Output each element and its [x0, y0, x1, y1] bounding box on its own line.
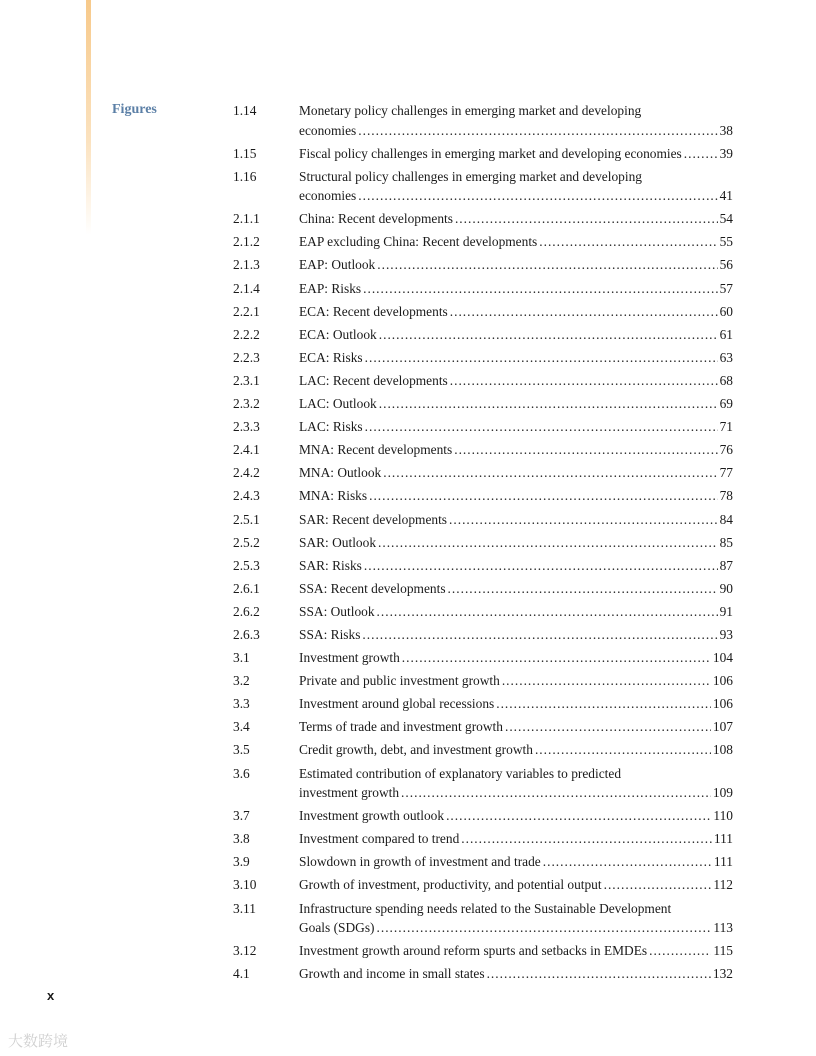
- figure-title: ECA: Recent developments: [299, 303, 448, 319]
- toc-entry: [233, 167, 733, 206]
- page-reference: 71: [719, 419, 733, 435]
- dot-leader: [450, 371, 718, 391]
- figure-number: 2.4.1: [233, 442, 260, 458]
- figure-number: 2.3.2: [233, 396, 260, 412]
- page-reference: 106: [712, 696, 733, 712]
- figure-title-first-line: Infrastructure spending needs related to the Sustainable Development: [299, 900, 672, 916]
- page-reference: 54: [719, 211, 733, 227]
- toc-entry: [233, 417, 733, 437]
- figure-title-first-line: Structural policy challenges in emerging market and developing: [299, 168, 642, 184]
- dot-leader: [378, 533, 718, 553]
- toc-entry: [233, 875, 733, 895]
- toc-entry: [233, 510, 733, 530]
- dot-leader: [535, 740, 711, 760]
- page-reference: 110: [713, 808, 733, 824]
- figure-title: LAC: Outlook: [299, 396, 377, 412]
- page-reference: 113: [713, 920, 733, 935]
- figure-title: EAP: Risks: [299, 280, 362, 296]
- dot-leader: [502, 671, 711, 691]
- figure-number: 2.1.1: [233, 211, 260, 227]
- dot-leader: [455, 209, 718, 229]
- figure-title: China: Recent developments: [299, 211, 453, 227]
- page-reference: 112: [713, 877, 733, 893]
- toc-entry: [233, 694, 733, 714]
- page-reference: 77: [719, 465, 733, 481]
- figure-number: 2.3.3: [233, 419, 260, 435]
- figure-number: 3.5: [233, 742, 250, 758]
- dot-leader: [401, 783, 711, 803]
- dot-leader: [448, 579, 718, 599]
- dot-leader: [358, 121, 717, 141]
- dot-leader: [379, 394, 718, 414]
- figure-title: Goals (SDGs): [299, 920, 375, 935]
- toc-entry: [233, 852, 733, 872]
- toc-entry: [233, 232, 733, 252]
- toc-entry: [233, 279, 733, 299]
- figure-number: 3.6: [233, 765, 250, 781]
- toc-entry: [233, 209, 733, 229]
- toc-entry: [233, 394, 733, 414]
- dot-leader: [487, 964, 711, 984]
- dot-leader: [377, 255, 717, 275]
- toc-entry: [233, 941, 733, 961]
- figure-number: 1.14: [233, 103, 257, 118]
- page-number: x: [47, 988, 55, 1003]
- dot-leader: [362, 625, 717, 645]
- page-reference: 63: [719, 349, 733, 365]
- figure-title: SAR: Risks: [299, 557, 362, 573]
- toc-entry: [233, 717, 733, 737]
- page-reference: 104: [712, 650, 733, 666]
- figure-title: economies: [299, 122, 357, 138]
- page-reference: 109: [712, 785, 733, 801]
- page-reference: 39: [719, 145, 733, 161]
- figure-number: 2.6.1: [233, 580, 260, 596]
- figure-title: SSA: Recent developments: [299, 580, 446, 596]
- figure-number: 2.2.3: [233, 349, 260, 365]
- figure-title: Investment compared to trend: [299, 831, 460, 847]
- dot-leader: [383, 463, 717, 483]
- toc-entry: [233, 101, 733, 140]
- toc-entry: [233, 556, 733, 576]
- toc-entry: [233, 829, 733, 849]
- figure-number: 2.2.1: [233, 303, 260, 319]
- dot-leader: [377, 602, 718, 622]
- toc-entry: [233, 255, 733, 275]
- dot-leader: [539, 232, 717, 252]
- dot-leader: [363, 279, 717, 299]
- figure-title: Private and public investment growth: [299, 673, 500, 689]
- page-reference: 85: [719, 534, 733, 550]
- dot-leader: [446, 806, 711, 826]
- figure-number: 3.12: [233, 943, 257, 959]
- figure-number: 2.3.1: [233, 372, 260, 388]
- dot-leader: [377, 918, 712, 938]
- figure-title-first-line: Estimated contribution of explanatory variables to predicted: [299, 765, 622, 781]
- figure-title: SSA: Risks: [299, 626, 361, 642]
- figure-number: 2.5.1: [233, 511, 260, 527]
- page-reference: 76: [719, 442, 733, 458]
- figure-number: 3.8: [233, 831, 250, 847]
- toc-entry: [233, 144, 733, 164]
- figure-number: 2.4.2: [233, 465, 260, 481]
- figure-title: Fiscal policy challenges in emerging market and developing economies: [299, 145, 682, 161]
- toc-entry: [233, 602, 733, 622]
- toc-entry: [233, 348, 733, 368]
- figure-number: 2.5.3: [233, 557, 260, 573]
- figure-title: EAP excluding China: Recent developments: [299, 234, 538, 250]
- figure-title: SAR: Recent developments: [299, 511, 448, 527]
- page-reference: 57: [719, 280, 733, 296]
- figure-number: 3.9: [233, 854, 250, 870]
- figure-number: 3.1: [233, 650, 250, 666]
- page-reference: 108: [712, 742, 733, 758]
- figure-title: Terms of trade and investment growth: [299, 719, 503, 735]
- dot-leader: [543, 852, 712, 872]
- figure-number: 2.2.2: [233, 326, 260, 342]
- page-reference: 111: [713, 831, 733, 847]
- figure-number: 2.4.3: [233, 488, 260, 504]
- figure-title: MNA: Risks: [299, 488, 368, 504]
- figure-title: LAC: Recent developments: [299, 372, 448, 388]
- figure-title: LAC: Risks: [299, 419, 363, 435]
- figure-number: 1.15: [233, 145, 257, 161]
- dot-leader: [365, 417, 718, 437]
- figure-number: 3.7: [233, 808, 250, 824]
- figure-number: 2.1.2: [233, 234, 260, 250]
- page-reference: 56: [719, 257, 733, 273]
- toc-entry: [233, 302, 733, 322]
- page-reference: 106: [712, 673, 733, 689]
- figure-title: SSA: Outlook: [299, 603, 375, 619]
- figures-list: [233, 101, 733, 987]
- dot-leader: [402, 648, 711, 668]
- toc-entry: [233, 325, 733, 345]
- toc-entry: [233, 371, 733, 391]
- page-reference: 111: [713, 854, 733, 870]
- figure-number: 2.6.3: [233, 626, 260, 642]
- figure-title: SAR: Outlook: [299, 534, 377, 550]
- dot-leader: [379, 325, 718, 345]
- figure-number: 2.6.2: [233, 603, 260, 619]
- toc-entry: [233, 806, 733, 826]
- dot-leader: [505, 717, 711, 737]
- dot-leader: [369, 486, 718, 506]
- toc-entry: [233, 964, 733, 984]
- page-reference: 91: [719, 603, 733, 619]
- figure-title: Investment growth: [299, 650, 400, 666]
- toc-entry: [233, 486, 733, 506]
- toc-entry: [233, 671, 733, 691]
- page-reference: 93: [719, 626, 733, 642]
- page-reference: 87: [719, 557, 733, 573]
- section-label: Figures: [112, 102, 157, 117]
- orange-margin-rule: [86, 0, 91, 235]
- page-reference: 41: [719, 188, 733, 204]
- figure-number: 3.3: [233, 696, 250, 712]
- figure-title: economies: [299, 188, 357, 204]
- figure-number: 3.10: [233, 877, 257, 893]
- toc-entry: [233, 579, 733, 599]
- toc-entry: [233, 899, 733, 938]
- figure-title: Slowdown in growth of investment and trade: [299, 854, 541, 870]
- figure-number: 3.4: [233, 719, 250, 735]
- page-reference: 38: [719, 122, 733, 138]
- toc-entry: [233, 740, 733, 760]
- figure-title: investment growth: [299, 785, 400, 801]
- figure-title: ECA: Outlook: [299, 326, 377, 342]
- figure-number: 3.11: [233, 900, 256, 916]
- figure-title-first-line: Monetary policy challenges in emerging market and developing: [299, 103, 642, 118]
- figure-title: Growth of investment, productivity, and potential output: [299, 877, 602, 893]
- figure-number: 4.1: [233, 966, 250, 982]
- dot-leader: [604, 875, 712, 895]
- page-reference: 132: [712, 966, 733, 982]
- figure-number: 1.16: [233, 168, 257, 184]
- page-reference: 68: [719, 372, 733, 388]
- figure-title: MNA: Recent developments: [299, 442, 453, 458]
- figure-number: 3.2: [233, 673, 250, 689]
- dot-leader: [450, 302, 718, 322]
- figure-number: 2.5.2: [233, 534, 260, 550]
- toc-entry: [233, 463, 733, 483]
- page-reference: 61: [719, 326, 733, 342]
- dot-leader: [358, 186, 717, 206]
- figure-title: ECA: Risks: [299, 349, 363, 365]
- page-reference: 78: [719, 488, 733, 504]
- figure-title: Investment around global recessions: [299, 696, 495, 712]
- page-reference: 69: [719, 396, 733, 412]
- toc-entry: [233, 625, 733, 645]
- dot-leader: [365, 348, 718, 368]
- page-reference: 115: [713, 943, 733, 959]
- page-reference: 60: [719, 303, 733, 319]
- figure-title: Credit growth, debt, and investment growth: [299, 742, 533, 758]
- dot-leader: [454, 440, 717, 460]
- dot-leader: [364, 556, 718, 576]
- figure-number: 2.1.3: [233, 257, 260, 273]
- figure-title: Investment growth around reform spurts and setbacks in EMDEs: [299, 943, 648, 959]
- dot-leader: [684, 144, 718, 164]
- dot-leader: [461, 829, 712, 849]
- toc-entry: [233, 764, 733, 803]
- page-reference: 90: [719, 580, 733, 596]
- figure-title: Growth and income in small states: [299, 966, 485, 982]
- page-reference: 107: [712, 719, 733, 735]
- page-reference: 84: [719, 511, 733, 527]
- dot-leader: [496, 694, 711, 714]
- figure-title: MNA: Outlook: [299, 465, 382, 481]
- page-reference: 55: [719, 234, 733, 250]
- figure-title: EAP: Outlook: [299, 257, 376, 273]
- toc-entry: [233, 440, 733, 460]
- dot-leader: [449, 510, 718, 530]
- watermark: 大数跨境: [8, 1032, 69, 1050]
- toc-entry: [233, 533, 733, 553]
- figure-number: 2.1.4: [233, 280, 260, 296]
- figure-title: Investment growth outlook: [299, 808, 445, 824]
- toc-entry: [233, 648, 733, 668]
- dot-leader: [649, 941, 711, 961]
